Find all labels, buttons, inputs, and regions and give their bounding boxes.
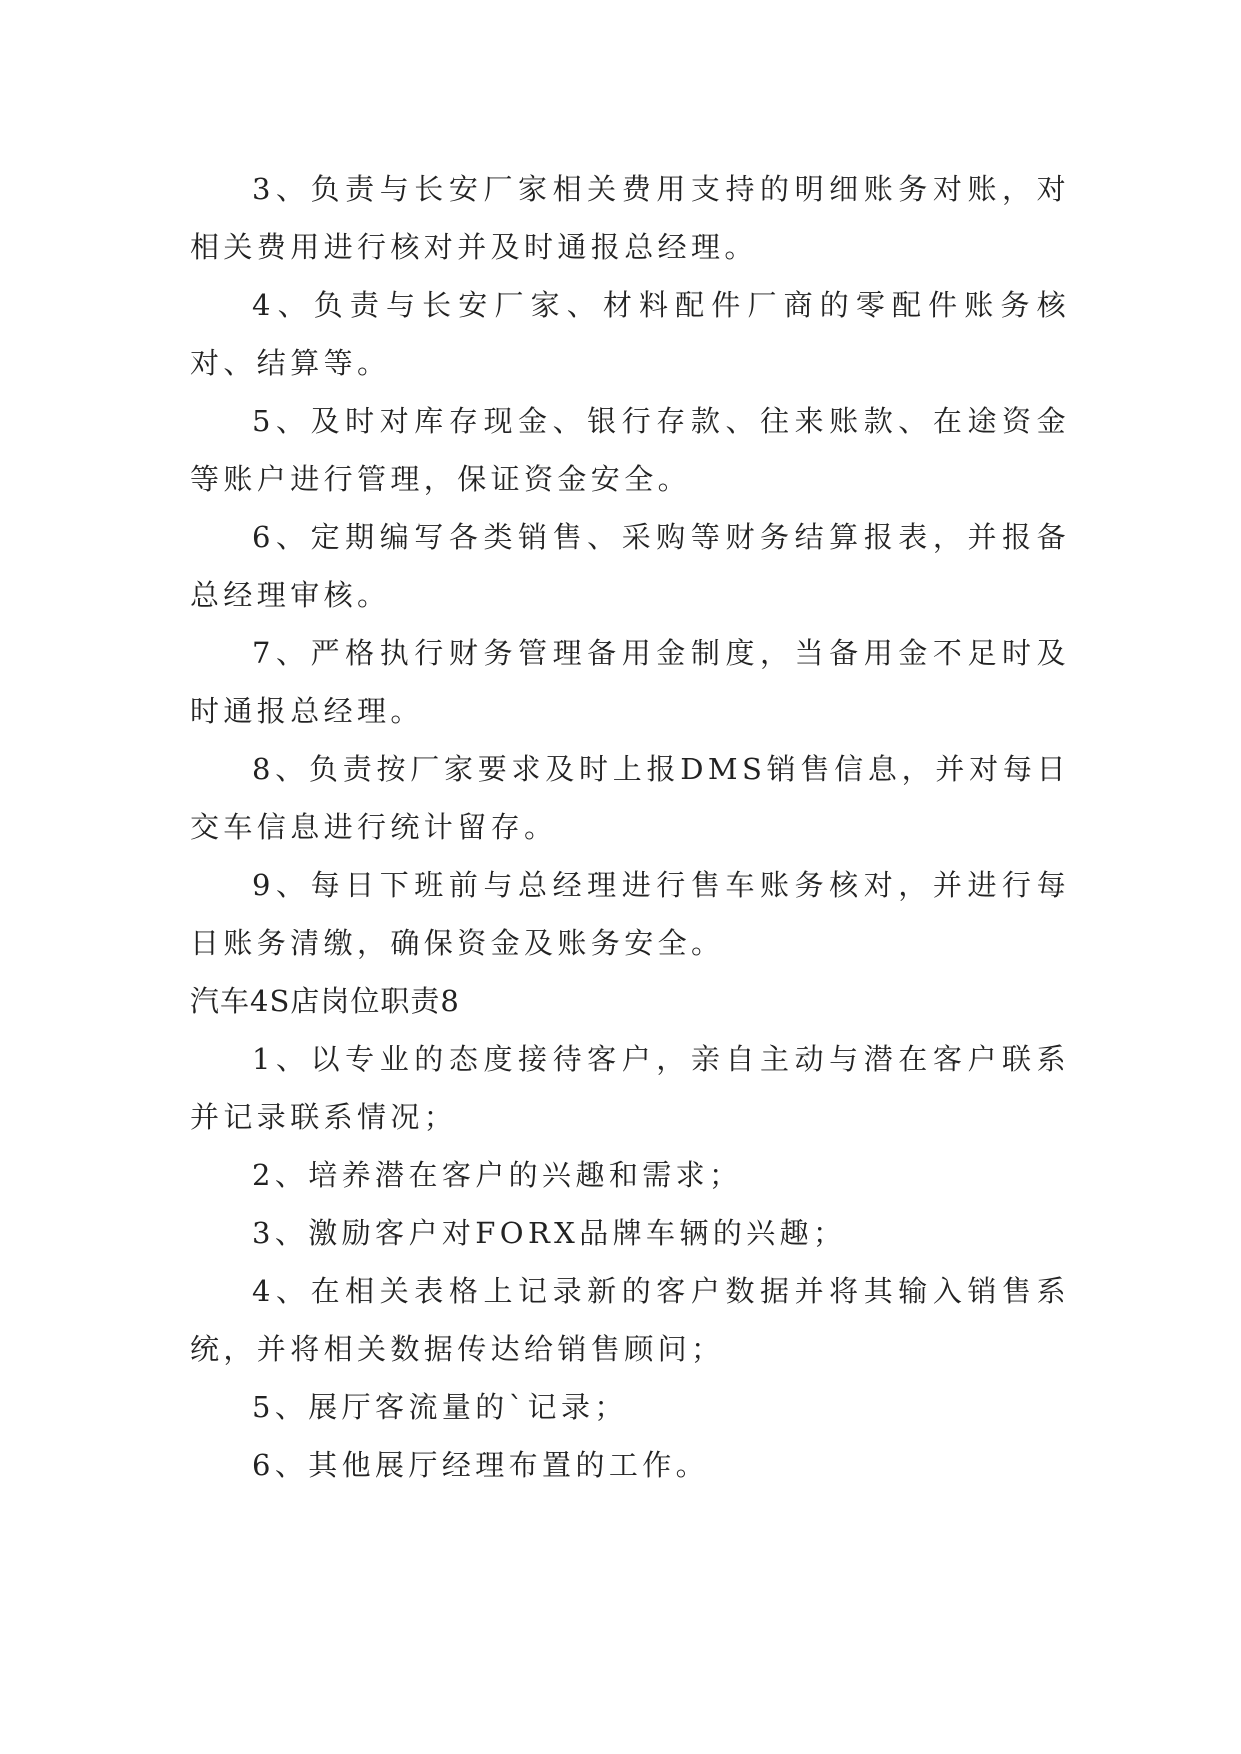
paragraph-item-3: 3、负责与长安厂家相关费用支持的明细账务对账，对相关费用进行核对并及时通报总经理。 (190, 172, 1070, 264)
section-heading: 汽车4S店岗位职责8 (190, 984, 460, 1018)
duty-item-6: 6、其他展厅经理布置的工作。 (252, 1448, 710, 1482)
duty-item-5: 5、展厅客流量的`记录； (252, 1390, 628, 1424)
duty-item-2: 2、培养潜在客户的兴趣和需求； (252, 1158, 743, 1192)
paragraph-item-8: 8、负责按厂家要求及时上报DMS销售信息，并对每日交车信息进行统计留存。 (190, 752, 1070, 844)
duty-item-1: 1、以专业的态度接待客户，亲自主动与潜在客户联系并记录联系情况； (190, 1042, 1070, 1134)
paragraph-item-6: 6、定期编写各类销售、采购等财务结算报表，并报备总经理审核。 (190, 520, 1070, 612)
paragraph-item-5: 5、及时对库存现金、银行存款、往来账款、在途资金等账户进行管理，保证资金安全。 (190, 404, 1070, 496)
document-body (190, 160, 1070, 1494)
duty-item-4: 4、在相关表格上记录新的客户数据并将其输入销售系统，并将相关数据传达给销售顾问； (190, 1274, 1070, 1366)
paragraph-item-4: 4、负责与长安厂家、材料配件厂商的零配件账务核对、结算等。 (190, 288, 1070, 380)
paragraph-item-7: 7、严格执行财务管理备用金制度，当备用金不足时及时通报总经理。 (190, 636, 1070, 728)
paragraph-item-9: 9、每日下班前与总经理进行售车账务核对，并进行每日账务清缴，确保资金及账务安全。 (190, 868, 1070, 960)
duty-item-3: 3、激励客户对FORX品牌车辆的兴趣； (252, 1216, 847, 1250)
